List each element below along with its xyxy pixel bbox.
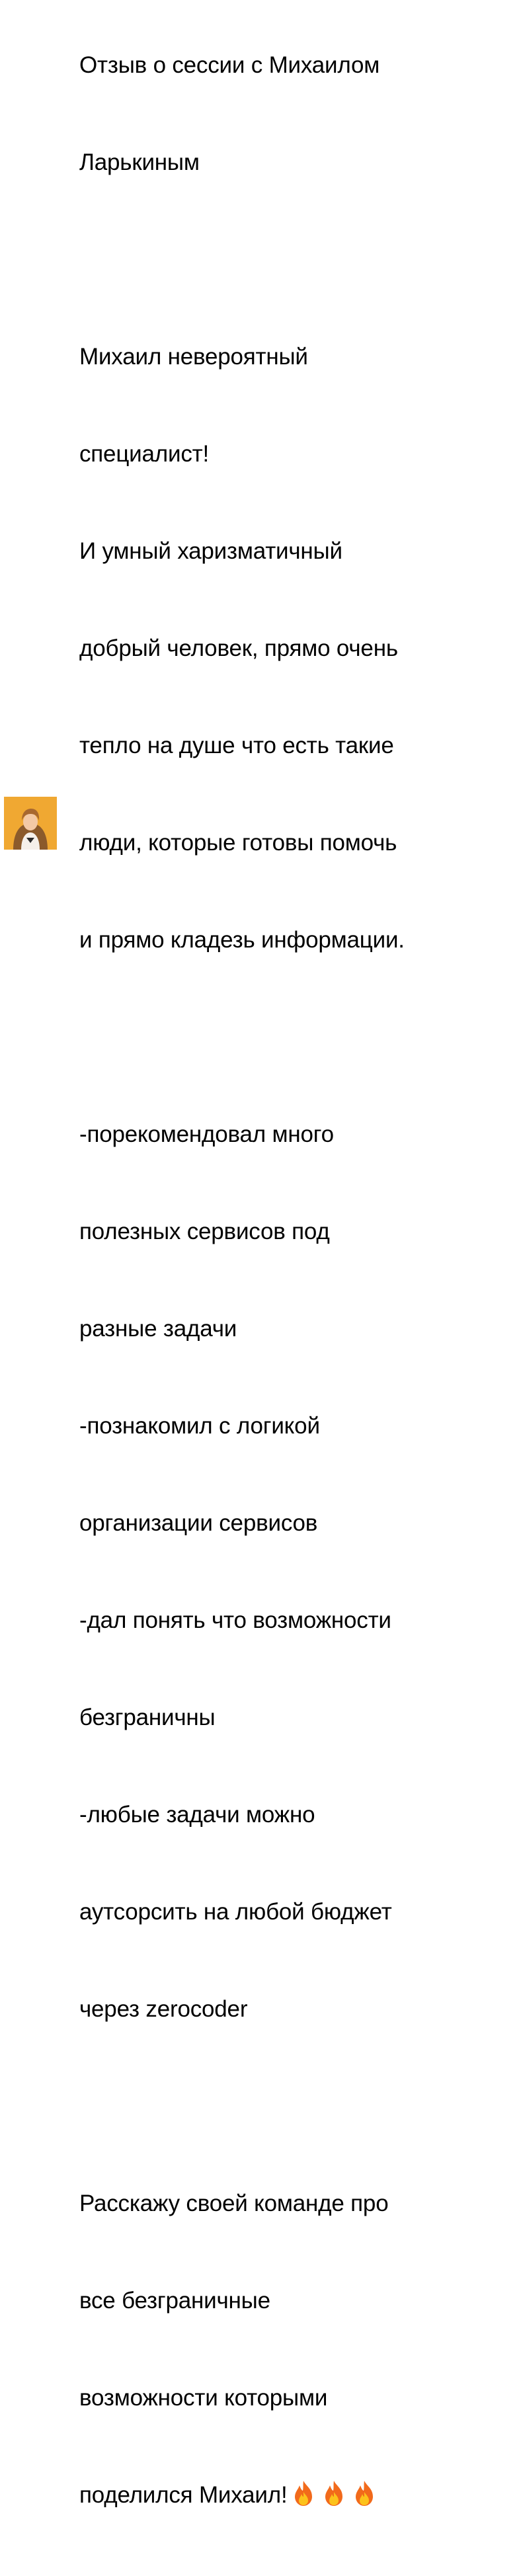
message-line: -дал понять что возможности [79, 1607, 391, 1633]
message-line: Михаил невероятный [79, 344, 308, 370]
message-line: -любые задачи можно [79, 1802, 315, 1828]
message-line: добрый человек, прямо очень [79, 635, 398, 661]
message-line: -порекомендовал много [79, 1121, 334, 1147]
avatar-photo [4, 797, 57, 850]
message-line: аутсорсить на любой бюджет [79, 1899, 392, 1925]
message-line: люди, которые готовы помочь [79, 830, 397, 856]
fire-icon [352, 2480, 376, 2507]
message-line: Ларькиным [79, 149, 200, 175]
message-line-last [79, 2479, 476, 2511]
message-line [79, 2090, 476, 2122]
fire-icon [292, 2480, 315, 2507]
message-line: через zerocoder [79, 1996, 248, 2022]
message-line: все безграничные [79, 2288, 270, 2314]
message-line: полезных сервисов под [79, 1219, 330, 1244]
message-line: специалист! [79, 441, 210, 467]
message-line: И умный харизматичный [79, 538, 342, 564]
message-line: возможности которыми [79, 2385, 328, 2411]
message-line: -познакомил с логикой [79, 1413, 320, 1439]
message-line: организации сервисов [79, 1510, 318, 1536]
message-line [79, 243, 476, 276]
avatar[interactable] [4, 797, 57, 850]
message-text [79, 0, 476, 2576]
fire-emoji-group [292, 2480, 376, 2507]
message-line: Расскажу своей команде про [79, 2191, 389, 2216]
message-bubble[interactable] [66, 0, 521, 2508]
message-line: разные задачи [79, 1316, 237, 1342]
message-line: Отзыв о сессии с Михаилом [79, 52, 380, 78]
message-line: и прямо кладезь информации. [79, 927, 405, 953]
message-line [79, 1021, 476, 1053]
message-line-last-text: поделился Михаил! [79, 2482, 288, 2508]
message-line: тепло на душе что есть такие [79, 733, 394, 758]
message-line: безграничны [79, 1705, 216, 1730]
fire-icon [322, 2480, 346, 2507]
